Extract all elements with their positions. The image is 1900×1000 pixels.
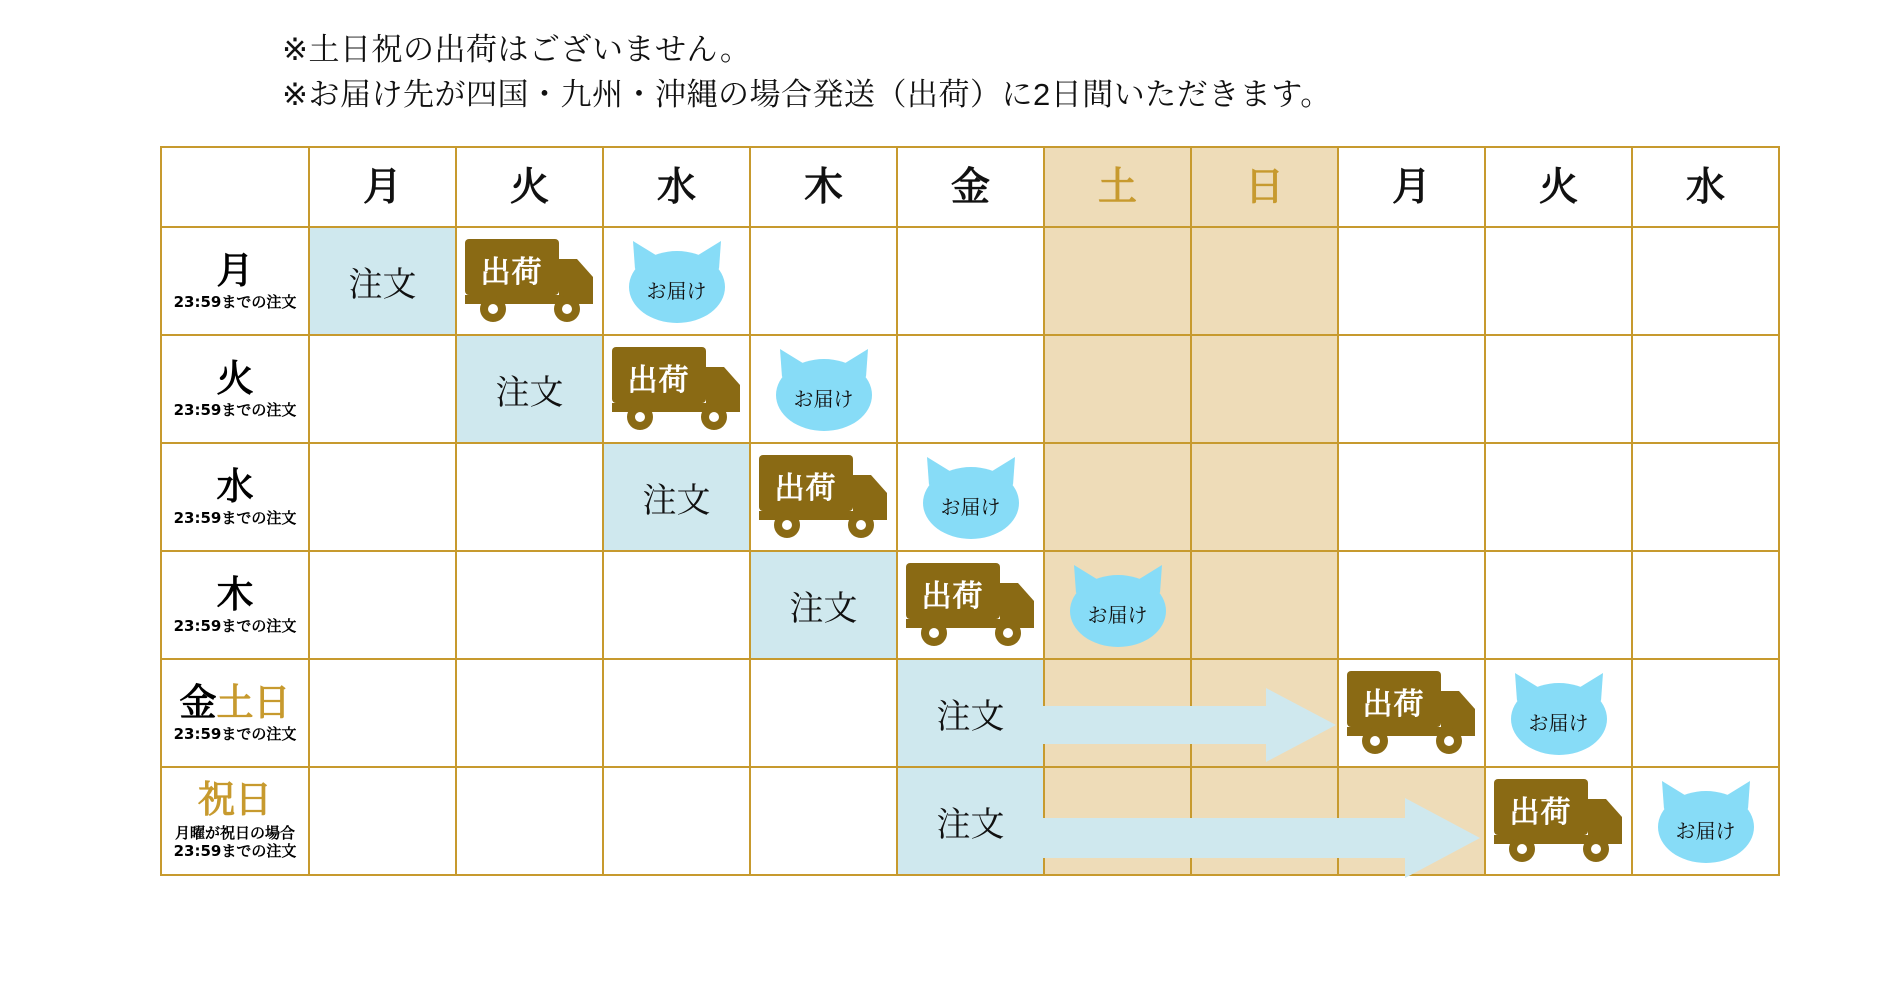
- cell-order: [309, 227, 456, 335]
- truck-icon: [463, 235, 597, 327]
- cell-empty: [1338, 227, 1485, 335]
- cell-empty: [1632, 659, 1779, 767]
- cell-deliver: [897, 443, 1044, 551]
- deliver-label: お届け: [1528, 711, 1589, 735]
- row-header-main: [179, 680, 291, 724]
- note-line-2: ※お届け先が四国・九州・沖縄の場合発送（出荷）に2日間いただきます。: [282, 76, 1332, 112]
- truck-icon: [1492, 775, 1626, 867]
- col-label: 土: [1097, 164, 1137, 210]
- cat-icon: [1062, 559, 1174, 651]
- table-body: [161, 227, 1779, 875]
- row-header-tue: [161, 335, 309, 443]
- cell-empty: [603, 767, 750, 875]
- cell-empty: [309, 335, 456, 443]
- cat-icon: [1503, 667, 1615, 759]
- cell-empty-holiday-mon: [1338, 767, 1485, 875]
- cell-ship: [750, 443, 897, 551]
- cell-empty-sun: [1191, 335, 1338, 443]
- deliver-label: お届け: [940, 495, 1001, 519]
- col-label: 日: [1244, 164, 1284, 210]
- cell-empty-sat: [1044, 335, 1191, 443]
- ship-label: 出荷: [627, 363, 690, 398]
- note-line-1: ※土日祝の出荷はございません。: [282, 32, 752, 67]
- cell-empty: [456, 659, 603, 767]
- cell-empty: [1338, 551, 1485, 659]
- col-header-sun: [1191, 147, 1338, 227]
- col-label: 水: [656, 164, 696, 210]
- cell-empty: [309, 767, 456, 875]
- row-header-main-text: 金土日: [179, 680, 291, 724]
- row-header-main: 祝日: [198, 777, 272, 821]
- cell-order: [750, 551, 897, 659]
- row-header-sub: 23:59までの注文: [173, 724, 297, 743]
- col-label: 金: [950, 164, 990, 210]
- cell-order: [456, 335, 603, 443]
- truck-icon: [904, 559, 1038, 651]
- col-label: 月: [362, 164, 402, 210]
- table-row: [161, 335, 1779, 443]
- order-label: 注文: [936, 804, 1005, 845]
- row-header-sub: 23:59までの注文: [173, 292, 297, 311]
- cell-empty: [897, 227, 1044, 335]
- cat-icon: [621, 235, 733, 327]
- cell-deliver: [1632, 767, 1779, 875]
- cell-empty: [456, 551, 603, 659]
- ship-label: 出荷: [1509, 795, 1572, 830]
- row-header-main: 水: [216, 464, 254, 508]
- cat-icon: [915, 451, 1027, 543]
- row-header-fri-sat-sun: [161, 659, 309, 767]
- row-header-sub: 23:59までの注文: [173, 400, 297, 419]
- cell-empty: [456, 767, 603, 875]
- row-header-sub-line-2: 23:59までの注文: [173, 842, 297, 861]
- cell-empty-sun: [1191, 551, 1338, 659]
- cat-icon: [768, 343, 880, 435]
- cell-empty: [1632, 443, 1779, 551]
- cell-empty: [1632, 227, 1779, 335]
- cell-ship: [456, 227, 603, 335]
- cell-deliver: [750, 335, 897, 443]
- cell-empty: [309, 659, 456, 767]
- cell-empty: [750, 659, 897, 767]
- col-label: 火: [509, 164, 549, 210]
- cell-deliver: [603, 227, 750, 335]
- table-row: [161, 551, 1779, 659]
- cell-empty: [750, 227, 897, 335]
- table-row: [161, 659, 1779, 767]
- cell-empty: [1485, 335, 1632, 443]
- cell-empty-sat: [1044, 767, 1191, 875]
- corner-cell: [161, 147, 309, 227]
- row-header-thu: [161, 551, 309, 659]
- cell-empty-sun: [1191, 659, 1338, 767]
- cell-deliver-sat: [1044, 551, 1191, 659]
- truck-icon: [610, 343, 744, 435]
- cell-empty-sun: [1191, 767, 1338, 875]
- cell-order: [897, 659, 1044, 767]
- cell-empty: [1632, 551, 1779, 659]
- order-label: 注文: [642, 480, 711, 521]
- col-label: 木: [803, 164, 843, 210]
- row-header-sub-line-1: 月曜が祝日の場合: [174, 823, 295, 842]
- truck-icon: [757, 451, 891, 543]
- ship-label: 出荷: [774, 471, 837, 506]
- col-header-mon-1: [309, 147, 456, 227]
- row-header-sub: 23:59までの注文: [173, 616, 297, 635]
- cell-ship: [1338, 659, 1485, 767]
- cell-empty: [1485, 443, 1632, 551]
- cell-empty-sat: [1044, 227, 1191, 335]
- row-header-wed: [161, 443, 309, 551]
- row-header-main: 火: [216, 356, 254, 400]
- cell-empty-sat: [1044, 443, 1191, 551]
- col-label: 月: [1391, 164, 1431, 210]
- ship-label: 出荷: [921, 579, 984, 614]
- col-header-sat: [1044, 147, 1191, 227]
- order-label: 注文: [789, 588, 858, 629]
- col-header-tue-1: [456, 147, 603, 227]
- col-header-mon-2: [1338, 147, 1485, 227]
- cell-empty: [309, 551, 456, 659]
- order-label: 注文: [495, 372, 564, 413]
- cell-empty: [750, 767, 897, 875]
- cell-ship: [897, 551, 1044, 659]
- col-header-wed-1: [603, 147, 750, 227]
- cell-ship: [1485, 767, 1632, 875]
- row-header-main: 木: [216, 572, 254, 616]
- deliver-label: お届け: [793, 387, 854, 411]
- col-header-tue-2: [1485, 147, 1632, 227]
- table-row: [161, 767, 1779, 875]
- cell-deliver: [1485, 659, 1632, 767]
- truck-icon: [1345, 667, 1479, 759]
- deliver-label: お届け: [1087, 603, 1148, 627]
- cell-empty: [1485, 551, 1632, 659]
- col-label: 水: [1685, 164, 1725, 210]
- cell-empty: [1338, 443, 1485, 551]
- cell-empty: [1485, 227, 1632, 335]
- cell-empty: [603, 659, 750, 767]
- table-header-row: [161, 147, 1779, 227]
- cell-empty: [897, 335, 1044, 443]
- cell-empty-sun: [1191, 443, 1338, 551]
- row-header-sub: [174, 824, 297, 862]
- schedule-table: [160, 146, 1780, 876]
- table-row: [161, 227, 1779, 335]
- col-header-thu-1: [750, 147, 897, 227]
- ship-label: 出荷: [1362, 687, 1425, 722]
- cell-empty-sun: [1191, 227, 1338, 335]
- ship-label: 出荷: [480, 255, 543, 290]
- deliver-label: お届け: [646, 279, 707, 303]
- order-label: 注文: [348, 264, 417, 305]
- cat-icon: [1650, 775, 1762, 867]
- cell-ship: [603, 335, 750, 443]
- cell-order: [897, 767, 1044, 875]
- row-header-sub: 23:59までの注文: [173, 508, 297, 527]
- cell-empty: [456, 443, 603, 551]
- col-label: 火: [1538, 164, 1578, 210]
- cell-order: [603, 443, 750, 551]
- notes-block: [282, 28, 1332, 118]
- deliver-label: お届け: [1675, 819, 1736, 843]
- order-label: 注文: [936, 696, 1005, 737]
- cell-empty: [1632, 335, 1779, 443]
- cell-empty-sat: [1044, 659, 1191, 767]
- table-row: [161, 443, 1779, 551]
- row-header-mon: [161, 227, 309, 335]
- cell-empty: [1338, 335, 1485, 443]
- col-header-fri-1: [897, 147, 1044, 227]
- col-header-wed-2: [1632, 147, 1779, 227]
- cell-empty: [603, 551, 750, 659]
- row-header-main: 月: [216, 248, 254, 292]
- row-header-holiday: [161, 767, 309, 875]
- cell-empty: [309, 443, 456, 551]
